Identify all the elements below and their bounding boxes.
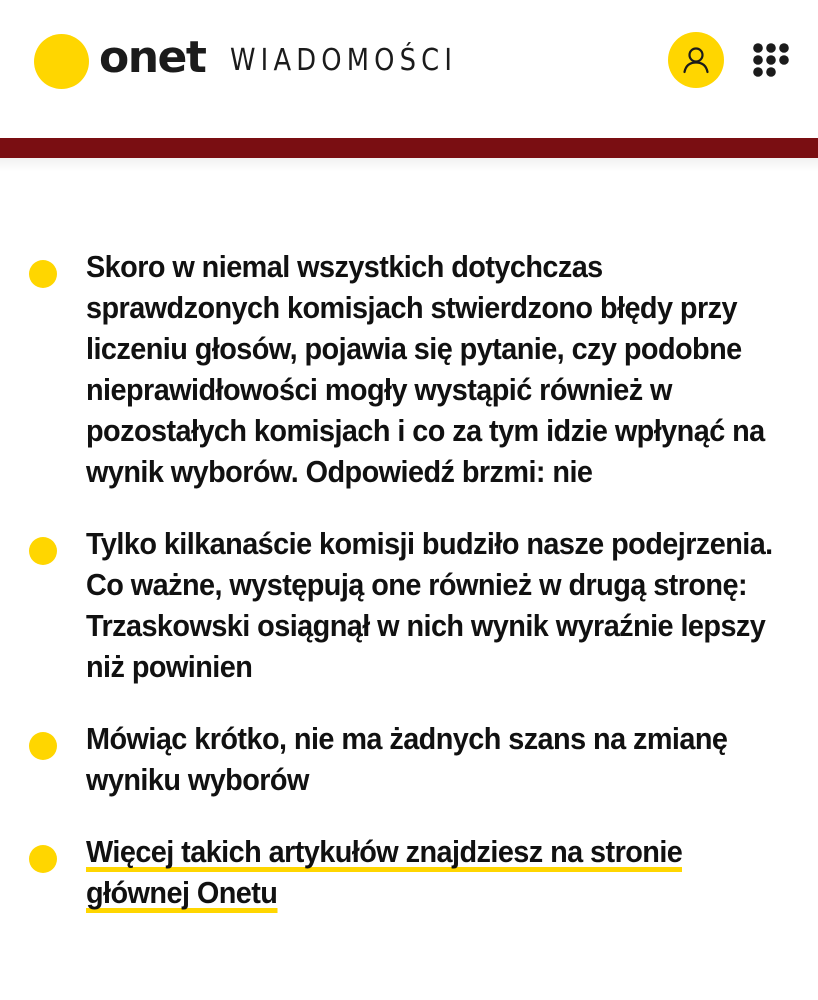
more-articles-link[interactable]: Więcej takich artykułów znajdziesz na stronie głównej Onetu: [86, 834, 682, 913]
bullet-dot-icon: [29, 537, 57, 565]
apps-menu-button[interactable]: [752, 42, 790, 78]
summary-bullet-text: Mówiąc krótko, nie ma żadnych szans na zmianę wyniku wyborów: [86, 721, 728, 797]
summary-bullet-link: [0, 831, 818, 913]
summary-bullet-text: Tylko kilkanaście komisji budziło nasze podejrzenia. Co ważne, występują one również w drugą stronę: Trzaskowski osiągnął w nich wynik wyraźnie lepszy niż powinien: [86, 526, 773, 684]
site-header: [0, 0, 818, 138]
summary-bullet-text: [86, 831, 793, 913]
apps-grid-icon: [752, 42, 790, 78]
summary-bullet-text: Skoro w niemal wszystkich dotychczas sprawdzonych komisjach stwierdzono błędy przy liczeniu głosów, pojawia się pytanie, czy podobne nieprawidłowości mogły wystąpić również w pozostałych komisjach i co za tym idzie wpłynąć na wynik wyborów. Odpowiedź brzmi: nie: [86, 249, 765, 489]
summary-bullet: [0, 246, 818, 492]
logo-wordmark: onet: [99, 32, 206, 83]
summary-bullet: [0, 718, 818, 800]
article-summary-list: [0, 246, 818, 944]
summary-bullet: [0, 523, 818, 687]
section-title[interactable]: WIADOMOŚCI: [230, 43, 458, 78]
bullet-dot-icon: [29, 732, 57, 760]
section-color-bar: [0, 138, 818, 158]
logo-dot-icon: [34, 34, 89, 89]
bullet-dot-icon: [29, 845, 57, 873]
user-account-button[interactable]: [668, 32, 724, 88]
bullet-dot-icon: [29, 260, 57, 288]
onet-logo[interactable]: [34, 33, 205, 89]
section-bar-shadow: [0, 158, 818, 172]
user-icon: [681, 45, 711, 75]
